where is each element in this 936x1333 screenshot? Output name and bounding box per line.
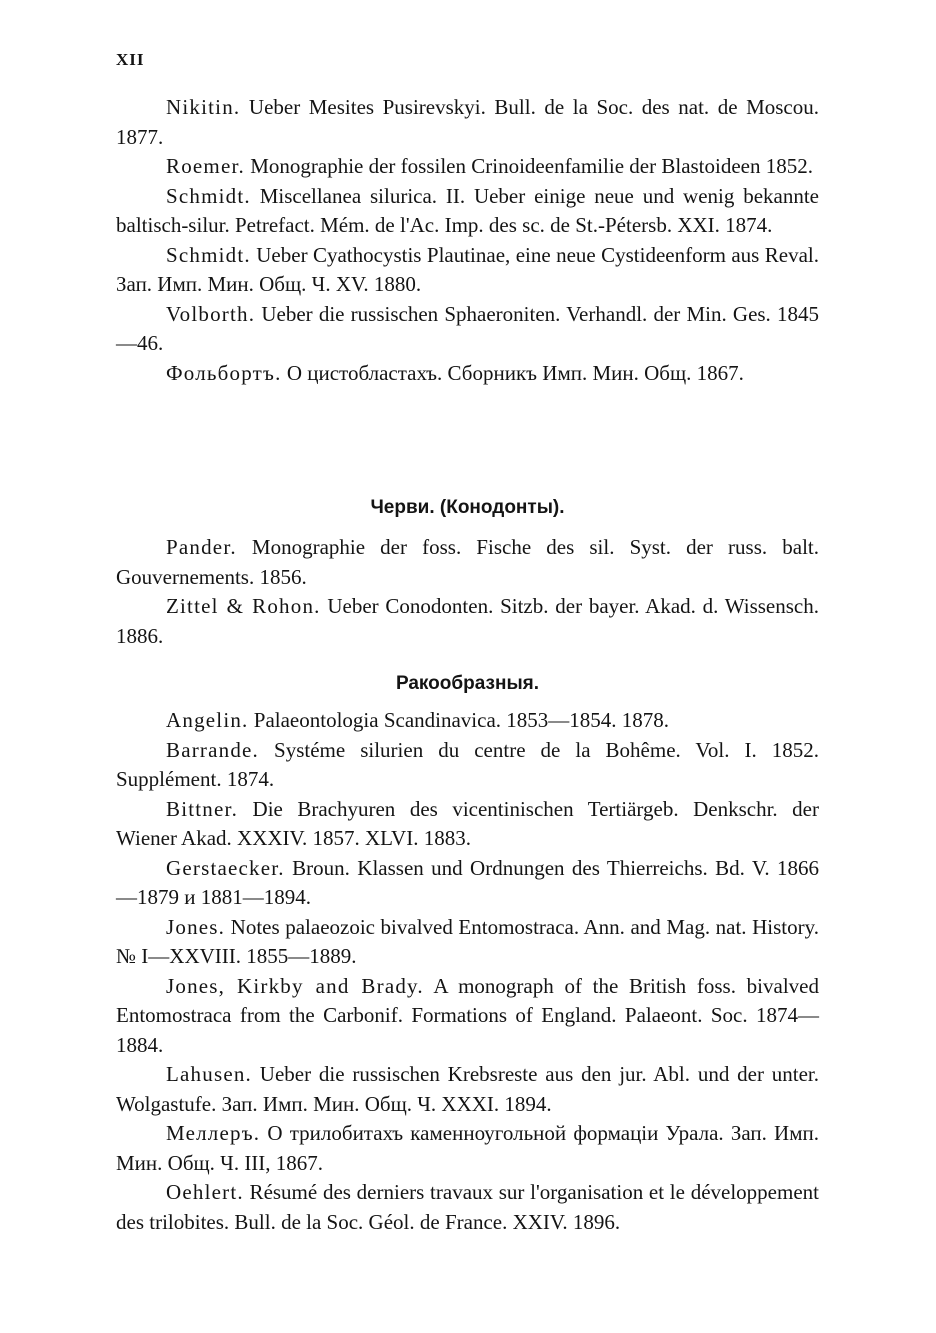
bibliography-entry <box>116 706 819 736</box>
bibliography-entry <box>116 533 819 592</box>
entry-author: Angelin. <box>166 708 249 732</box>
entry-text: О трилобитахъ каменноугольной формацiи Урала. Зап. Имп. Мин. Общ. Ч. III, 1867. <box>116 1121 819 1175</box>
bibliography-entry <box>116 152 819 182</box>
entry-author: Lahusen. <box>166 1062 252 1086</box>
entry-author: Gerstaecker. <box>166 855 285 880</box>
entry-author: Jones, Kirkby and Brady. <box>166 973 424 998</box>
entry-text: Ueber Cyathocystis Plautinae, eine neue Cystideenform aus Reval. Зап. Имп. Мин. Общ. Ч. XV. 1880. <box>116 242 819 296</box>
bibliography-entry <box>116 359 819 389</box>
entry-text: Palaeontologia Scandinavica. 1853—1854. 1878. <box>248 708 670 732</box>
entry-text: Miscellanea silurica. II. Ueber einige neue und wenig bekannte baltisch-silur. Petrefact. Mém. de l'Ac. Imp. des sc. de St.-Pétersb. XXI. 1874. <box>116 183 819 237</box>
bibliography-entry <box>116 592 819 651</box>
entry-author: Schmidt. <box>166 183 251 208</box>
bibliography-entry <box>116 972 819 1061</box>
page-number: XII <box>116 50 145 69</box>
entry-author: Barrande. <box>166 737 260 762</box>
bibliography-entry <box>116 736 819 795</box>
entry-author: Zittel & Rohon. <box>166 594 321 618</box>
entry-author: Schmidt. <box>166 242 251 267</box>
entry-author: Bittner. <box>166 796 239 821</box>
entry-text: Systéme silurien du centre de la Bohême. Vol. I. 1852. Supplément. 1874. <box>116 737 819 791</box>
entry-text: Ueber Mesites Pusirevskyi. Bull. de la Soc. des nat. de Moscou. 1877. <box>116 95 819 149</box>
entry-list <box>116 706 819 1237</box>
bibliography-entry <box>116 1178 819 1237</box>
bibliography-entry <box>116 1119 819 1178</box>
bibliography-entry <box>116 182 819 241</box>
entry-author: Меллеръ. <box>166 1121 261 1145</box>
entry-list <box>116 533 819 651</box>
bibliography-entry <box>116 1060 819 1119</box>
entry-author: Volborth. <box>166 301 256 326</box>
entry-text: Ueber die russischen Krebsreste aus den jur. Abl. und der unter. Wolgastufe. Зап. Имп. Мин. Общ. Ч. XXXI. 1894. <box>116 1062 819 1116</box>
entry-text: Ueber die russischen Sphaeroniten. Verhandl. der Min. Ges. 1845—46. <box>116 301 819 355</box>
bibliography-entry <box>116 93 819 152</box>
entry-author: Roemer. <box>166 154 245 178</box>
entry-text: О цистобластахъ. Сборникъ Имп. Мин. Общ. 1867. <box>281 360 744 385</box>
section-heading: Черви. (Конодонты). <box>370 497 565 518</box>
entry-text: Broun. Klassen und Ordnungen des Thierreichs. Bd. V. 1866—1879 и 1881—1894. <box>116 855 819 909</box>
bibliography-entry <box>116 300 819 359</box>
entry-author: Nikitin. <box>166 95 241 119</box>
bibliography-entry <box>116 913 819 972</box>
entry-text: Monographie der foss. Fische des sil. Syst. der russ. balt. Gouvernements. 1856. <box>116 535 819 589</box>
bibliography-entry <box>116 854 819 913</box>
entry-author: Pander. <box>166 535 237 559</box>
entry-text: Monographie der fossilen Crinoideenfamilie der Blastoideen 1852. <box>244 154 813 178</box>
entry-text: Résumé des derniers travaux sur l'organisation et le développement des trilobites. Bull. de la Soc. Géol. de France. XXIV. 1896. <box>116 1180 819 1234</box>
entry-author: Фольбортъ. <box>166 360 282 385</box>
bibliography-entry <box>116 795 819 854</box>
bibliography-entry <box>116 241 819 300</box>
entry-text: Ueber Conodonten. Sitzb. der bayer. Akad. d. Wissensch. 1886. <box>116 594 819 648</box>
entry-author: Oehlert. <box>166 1180 244 1204</box>
entry-text: Die Brachyuren des vicentinischen Tertiärgeb. Denkschr. der Wiener Akad. XXXIV. 1857. XLVI. 1883. <box>116 796 819 850</box>
entry-text: Notes palaeozoic bivalved Entomostraca. Ann. and Mag. nat. History. № I—XXVIII. 1855—1889. <box>116 914 819 968</box>
entry-list <box>116 93 819 388</box>
entry-text: A monograph of the British foss. bivalved Entomostraca from the Carbonif. Formations of England. Palaeont. Soc. 1874—1884. <box>116 973 819 1057</box>
section-heading: Ракообразныя. <box>395 673 540 694</box>
entry-author: Jones. <box>166 914 226 939</box>
